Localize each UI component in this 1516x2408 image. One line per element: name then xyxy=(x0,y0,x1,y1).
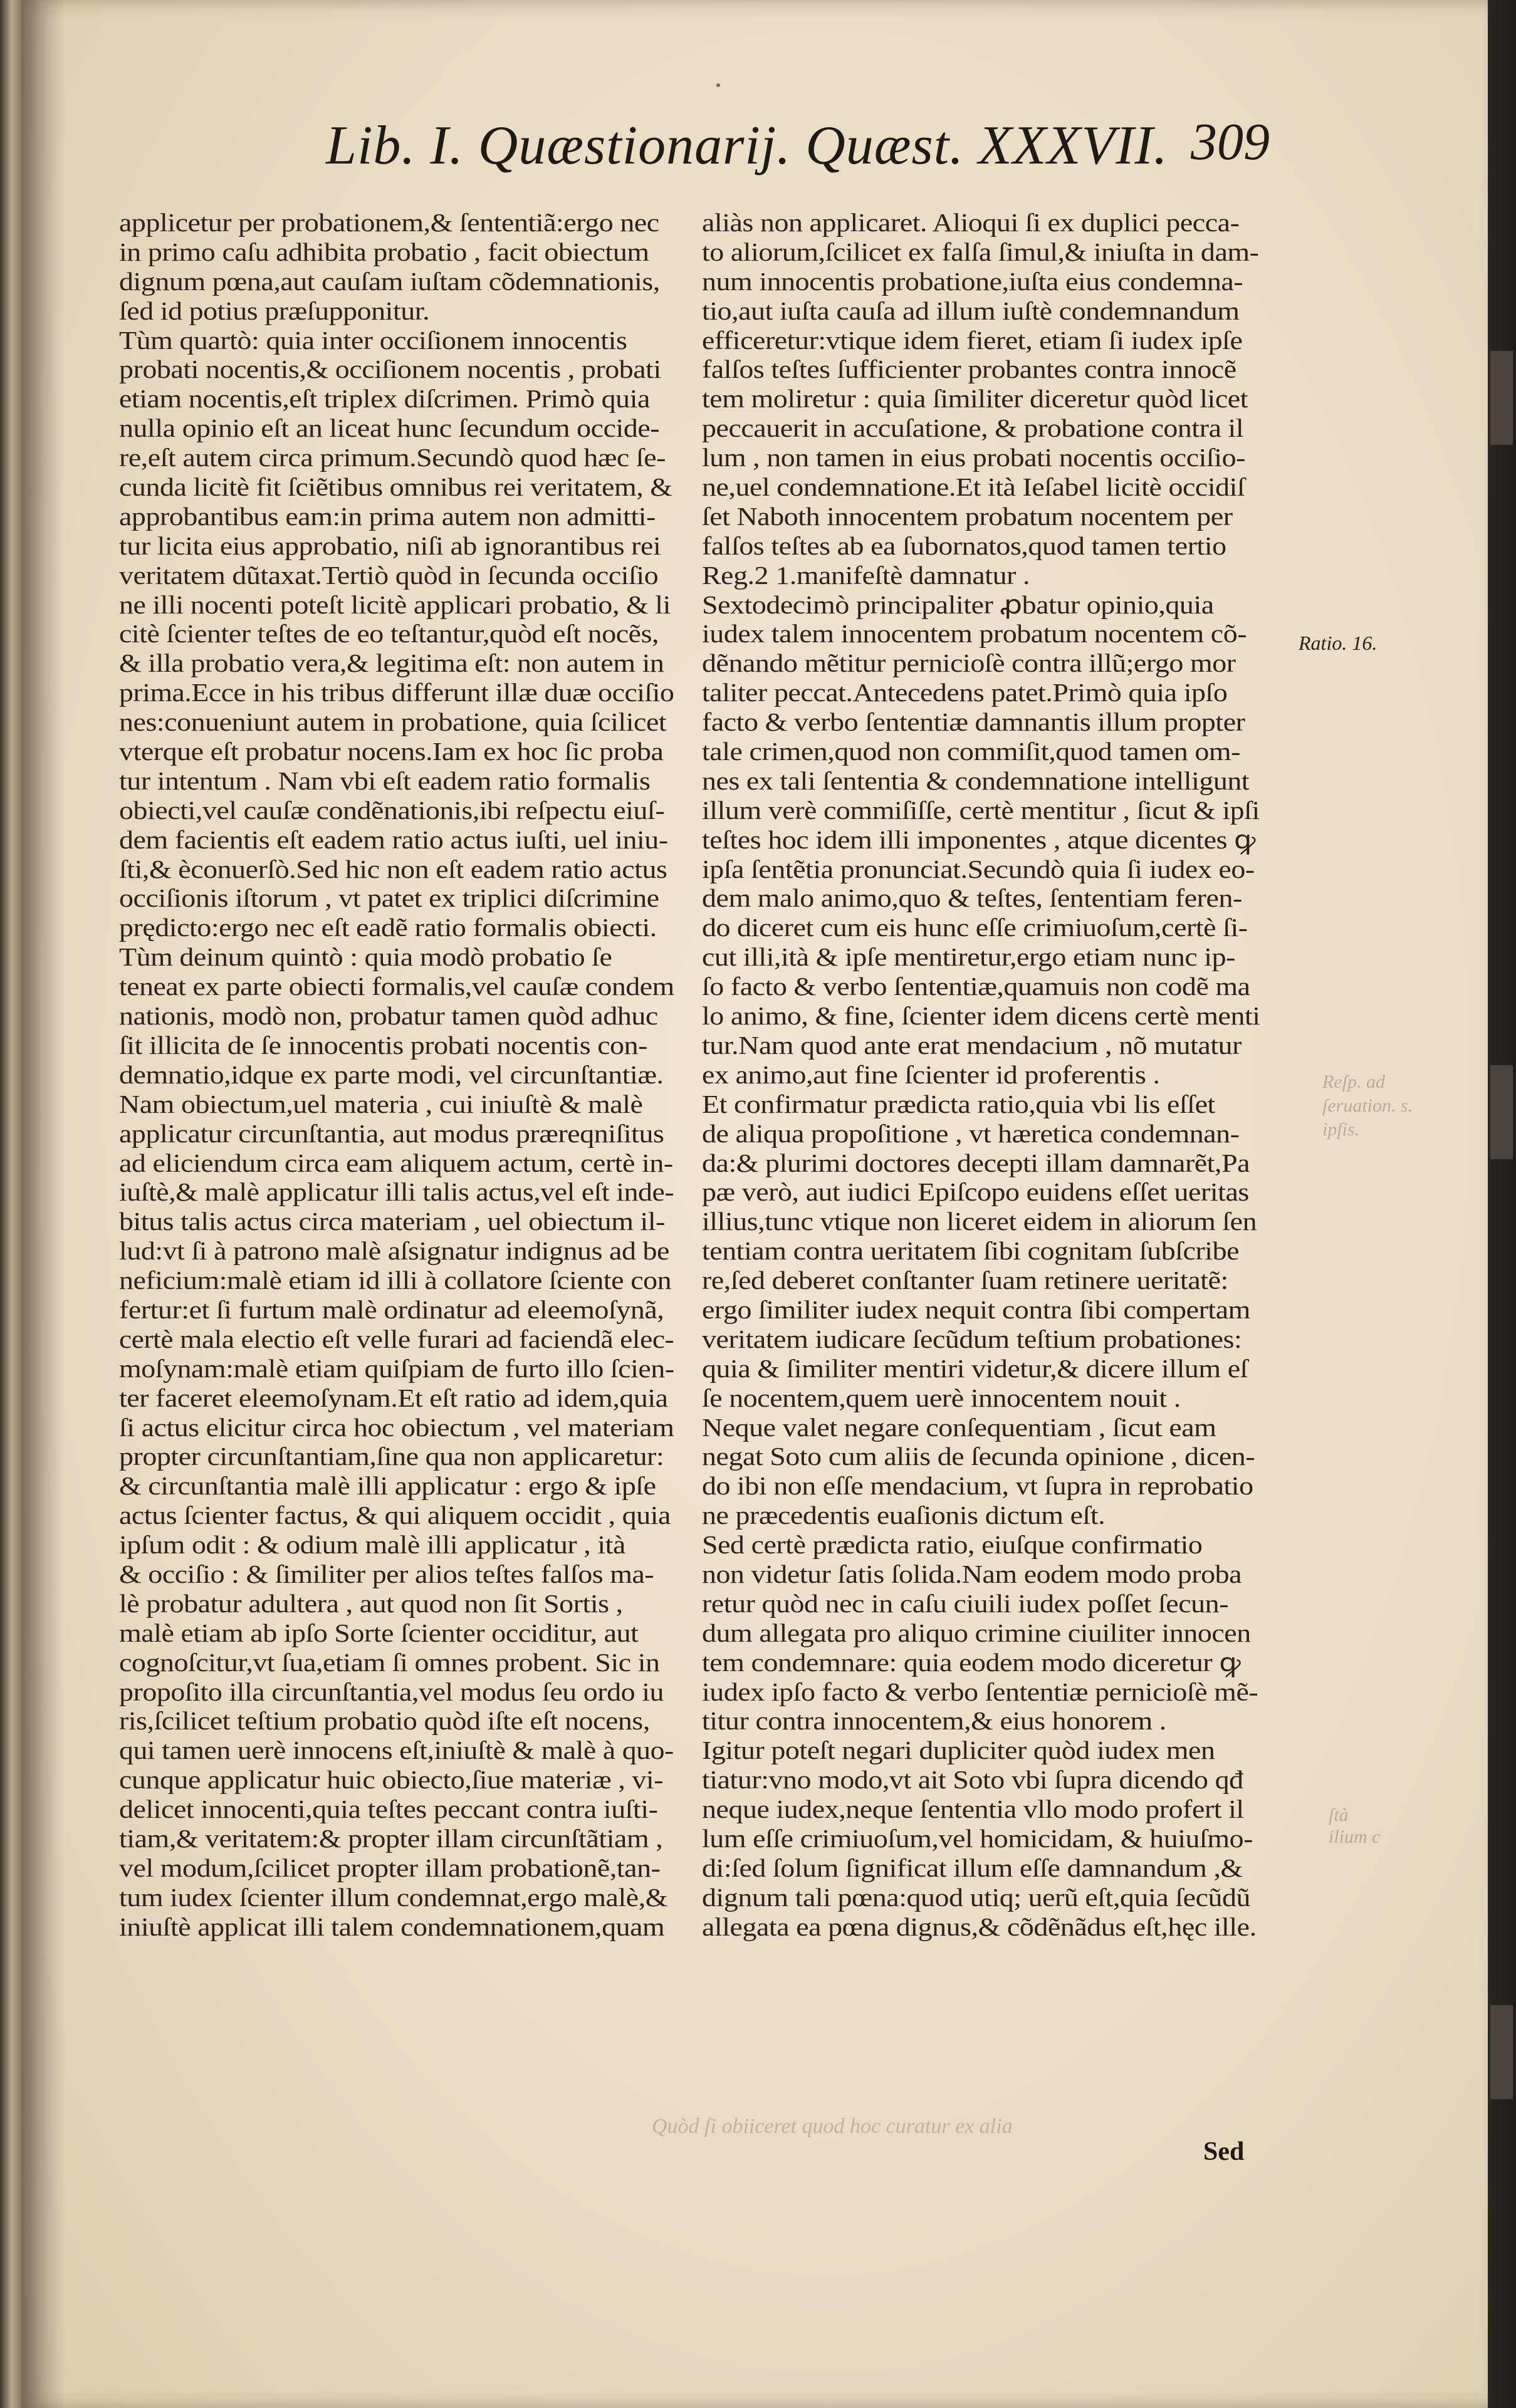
text-line: ex animo,aut fine ſcienter id proferentis . xyxy=(702,1060,1160,1089)
text-line: obiecti,vel cauſæ condẽnationis,ibi reſpectu eiuſ- xyxy=(119,795,665,825)
page-edge-tab xyxy=(1490,351,1513,445)
text-line: demnatio,idque ex parte modi, vel circunſtantiæ. xyxy=(119,1060,664,1089)
text-line: applicatur circunſtantia, aut modus præreqniſitus xyxy=(119,1118,664,1148)
text-line: ipſum odit : & odium malè illi applicatur , ità xyxy=(119,1530,625,1560)
text-line: prędicto:ergo nec eſt eadẽ ratio formalis obiecti. xyxy=(119,913,657,942)
text-line: ne,uel condemnatione.Et ità Ieſabel licitè occidiſ xyxy=(702,472,1245,502)
text-line: non videtur ſatis ſolida.Nam eodem modo proba xyxy=(702,1559,1242,1588)
show-through-margin-text: ſtà xyxy=(1329,1805,1349,1825)
text-line: nes:conueniunt autem in probatione, quia ſcilicet xyxy=(119,707,667,737)
text-line: ad eliciendum circa eam aliquem actum, certè in- xyxy=(119,1148,673,1177)
text-line: di:ſed ſolum ſignificat illum eſſe damnandum ,& xyxy=(702,1853,1243,1882)
page-number: 309 xyxy=(1191,113,1270,171)
text-line: Tùm quartò: quia inter occiſionem innocentis xyxy=(119,325,627,355)
text-line: nulla opinio eſt an liceat hunc ſecundum occide- xyxy=(119,414,660,443)
text-line: lum , non tamen in eius probati nocentis occiſio- xyxy=(702,443,1245,472)
text-line: cognoſcitur,vt ſua,etiam ſi omnes probent. Sic in xyxy=(119,1647,660,1677)
text-line: aliàs non applicaret. Alioqui ſi ex duplici pecca- xyxy=(702,208,1240,237)
page-edge-tabs xyxy=(1488,0,1516,2408)
text-line: malè etiam ab ipſo Sorte ſcienter occiditur, aut xyxy=(119,1618,639,1647)
text-line: ſet Naboth innocentem probatum nocentem per xyxy=(702,501,1233,531)
text-line: tur licita eius approbatio, niſi ab ignorantibus rei xyxy=(119,531,661,560)
text-line: do ibi non eſſe mendacium, vt ſupra in reprobatio xyxy=(702,1471,1253,1501)
show-through-margin-text: ipſis. xyxy=(1322,1119,1360,1140)
facing-page-edge xyxy=(0,0,21,2408)
text-line: dignum tali pœna:quod utiq; uerũ eſt,quia ſecũdũ xyxy=(702,1882,1251,1912)
text-line: ſti,& èconuerſò.Sed hic non eſt eadem ratio actus xyxy=(119,854,667,883)
text-line: ne illi nocenti poteſt licitè applicari probatio, & li xyxy=(119,590,671,619)
text-line: cunque applicatur huic obiecto,ſiue materiæ , vi- xyxy=(119,1765,664,1795)
text-line: qui tamen uerè innocens eſt,iniuſtè & malè à quo- xyxy=(119,1736,674,1765)
left-text-column xyxy=(119,208,677,1942)
ink-speck xyxy=(716,83,720,87)
text-line: lo animo, & fine, ſcienter idem dicens certè menti xyxy=(702,1001,1260,1031)
text-line: tentiam contra ueritatem ſibi cognitam ſubſcribe xyxy=(702,1236,1240,1266)
text-line: fertur:et ſi furtum malè ordinatur ad eleemoſynã, xyxy=(119,1295,664,1324)
text-line: citè ſcienter teſtes de eo teſtantur,quòd eſt nocẽs, xyxy=(119,619,659,649)
text-line: cut illi,ità & ipſe mentiretur,ergo etiam nunc ip- xyxy=(702,942,1235,972)
right-text-column xyxy=(702,208,1294,1942)
text-line: ſo facto & verbo ſententiæ,quamuis non codẽ ma xyxy=(702,972,1250,1001)
text-line: propter circunſtantiam,ſine qua non applicaretur: xyxy=(119,1442,664,1471)
text-line: & occiſio : & ſimiliter per alios teſtes falſos ma- xyxy=(119,1559,654,1588)
text-line: re,eſt autem circa primum.Secundò quod hæc ſe- xyxy=(119,443,666,472)
text-line: iudex ipſo facto & verbo ſententiæ pernicioſè mẽ- xyxy=(702,1677,1258,1706)
text-line: ne præcedentis euaſionis dictum eſt. xyxy=(702,1501,1106,1530)
text-line: quia & ſimiliter mentiri videtur,& dicere illum eſ xyxy=(702,1353,1248,1383)
page-edge-tab xyxy=(1490,2005,1513,2099)
text-line: ipſa ſentẽtia pronunciat.Secundò quia ſi iudex eo- xyxy=(702,854,1255,883)
text-line: Neque valet negare conſequentiam , ſicut eam xyxy=(702,1412,1216,1442)
text-line: lè probatur adultera , aut quod non ſit Sortis , xyxy=(119,1588,623,1618)
text-line: dem malo animo,quo & teſtes, ſententiam feren- xyxy=(702,883,1242,913)
margin-note: Ratio. 16. xyxy=(1299,632,1377,654)
text-line: tiam,& veritatem:& propter illam circunſtãtiam , xyxy=(119,1823,663,1853)
text-line: tale crimen,quod non commiſit,quod tamen om- xyxy=(702,737,1240,766)
text-line: lud:vt ſi à patrono malè aſsignatur indignus ad be xyxy=(119,1236,669,1266)
text-line: illum verè commiſiſſe, certè mentitur , ſicut & ipſi xyxy=(702,795,1260,825)
text-line: certè mala electio eſt velle furari ad faciendã elec- xyxy=(119,1324,674,1353)
page-edge-tab xyxy=(1490,1065,1513,1159)
text-line: tur intentum . Nam vbi eſt eadem ratio formalis xyxy=(119,766,651,795)
text-line: num innocentis probatione,iuſta eius condemna- xyxy=(702,266,1243,296)
text-line: actus ſcienter factus, & qui aliquem occidit , quia xyxy=(119,1501,671,1530)
text-line: dẽnando mẽtitur pernicioſè contra illũ;ergo mor xyxy=(702,649,1236,678)
text-line: prima.Ecce in his tribus differunt illæ duæ occiſio xyxy=(119,678,674,707)
text-line: approbantibus eam:in prima autem non admitti- xyxy=(119,501,656,531)
text-line: iudex talem innocentem probatum nocentem cõ- xyxy=(702,619,1247,649)
text-line: nes ex tali ſententia & condemnatione intelligunt xyxy=(702,766,1250,795)
text-line: falſos teſtes ſufficienter probantes contra innocẽ xyxy=(702,355,1236,384)
text-line: tum iudex ſcienter illum condemnat,ergo malè,& xyxy=(119,1882,668,1912)
text-line: ris,ſcilicet teſtium probatio quòd iſte eſt nocens, xyxy=(119,1706,650,1736)
text-line: teneat ex parte obiecti formalis,vel cauſæ condem xyxy=(119,972,674,1001)
text-line: & circunſtantia malè illi applicatur : ergo & ipſe xyxy=(119,1471,656,1501)
text-line: ſed id potius præſupponitur. xyxy=(119,296,430,325)
text-line: re,ſed deberet conſtanter ſuam retinere ueritatẽ: xyxy=(702,1266,1228,1295)
text-line: negat Soto cum aliis de ſecunda opinione , dicen- xyxy=(702,1442,1255,1471)
catchword: Sed xyxy=(1203,2137,1245,2166)
text-line: moſynam:malè etiam quiſpiam de furto illo ſcien- xyxy=(119,1353,674,1383)
text-line: retur quòd nec in caſu ciuili iudex poſſet ſecun- xyxy=(702,1588,1229,1618)
text-line: ſit illicita de ſe innocentis probati nocentis con- xyxy=(119,1030,648,1060)
text-line: allegata ea pœna dignus,& cõdẽnãdus eſt,hęc ille. xyxy=(702,1912,1257,1941)
text-line: in primo caſu adhibita probatio , facit obiectum xyxy=(119,237,649,266)
text-line: falſos teſtes ab ea ſubornatos,quod tamen tertio xyxy=(702,531,1226,560)
show-through-margin-text: Reſp. ad xyxy=(1322,1071,1385,1092)
text-line: & illa probatio vera,& legitima eſt: non autem in xyxy=(119,649,664,678)
text-line: tiatur:vno modo,vt ait Soto vbi ſupra dicendo qđ xyxy=(702,1765,1243,1795)
text-line: efficeretur:vtique idem fieret, etiam ſi iudex ipſe xyxy=(702,325,1243,355)
text-line: Tùm deinum quintò : quia modò probatio ſe xyxy=(119,942,612,972)
text-line: neque iudex,neque ſententia vllo modo profert il xyxy=(702,1795,1244,1824)
text-line: da:& plurimi doctores decepti illam damnarẽt,Pa xyxy=(702,1148,1250,1177)
text-line: occiſionis iſtorum , vt patet ex triplici diſcrimine xyxy=(119,883,659,913)
running-head: Lib. I. Quæstionarij. Quæst. XXXVII. xyxy=(326,115,1168,176)
text-line: lum eſſe crimiuoſum,vel homicidam, & huiuſmo- xyxy=(702,1823,1253,1853)
text-line: iuſtè,& malè applicatur illi talis actus,vel eſt inde- xyxy=(119,1177,674,1207)
text-line: Et confirmatur prædicta ratio,quia vbi lis eſſet xyxy=(702,1089,1215,1118)
text-line: Sed certè prædicta ratio, eiuſque confirmatio xyxy=(702,1530,1203,1560)
text-line: tem condemnare: quia eodem modo diceretur ꝙ xyxy=(702,1647,1241,1677)
text-line: ſi actus elicitur circa hoc obiectum , vel materiam xyxy=(119,1412,674,1442)
text-line: tio,aut iuſta cauſa ad illum iuſtè condemnandum xyxy=(702,296,1240,325)
text-line: illius,tunc vtique non liceret eidem in aliorum ſen xyxy=(702,1207,1257,1236)
text-line: applicetur per probationem,& ſententiã:ergo nec xyxy=(119,208,659,237)
text-line: neficium:malè etiam id illi à collatore ſciente con xyxy=(119,1266,672,1295)
text-line: cunda licitè fit ſciẽtibus omnibus rei veritatem, & xyxy=(119,472,672,502)
text-line: taliter peccat.Antecedens patet.Primò quia ipſo xyxy=(702,678,1228,707)
text-line: veritatem iudicare ſecũdum teſtium probationes: xyxy=(702,1324,1242,1353)
text-line: Sextodecimò principaliter ꝓbatur opinio,quia xyxy=(702,590,1214,619)
text-line: delicet innocenti,quia teſtes peccant contra iuſti- xyxy=(119,1795,658,1824)
text-line: Igitur poteſt negari dupliciter quòd iudex men xyxy=(702,1736,1215,1765)
text-line: Nam obiectum,uel materia , cui iniuſtè & malè xyxy=(119,1089,643,1118)
text-line: dignum pœna,aut cauſam iuſtam cõdemnationis, xyxy=(119,266,660,296)
text-line: to aliorum,ſcilicet ex falſa ſimul,& iniuſta in dam- xyxy=(702,237,1259,266)
text-line: pæ verò, aut iudici Epiſcopo euidens eſſet ueritas xyxy=(702,1177,1249,1207)
text-line: iniuſtè applicat illi talem condemnationem,quam xyxy=(119,1912,665,1941)
text-line: nationis, modò non, probatur tamen quòd adhuc xyxy=(119,1001,658,1031)
gutter-shadow xyxy=(21,0,65,2408)
text-line: facto & verbo ſententiæ damnantis illum propter xyxy=(702,707,1245,737)
text-line: vterque eſt probatur nocens.Iam ex hoc ſic proba xyxy=(119,737,664,766)
text-line: vel modum,ſcilicet propter illam probationẽ,tan- xyxy=(119,1853,661,1882)
text-line: de aliqua propoſitione , vt hæretica condemnan- xyxy=(702,1118,1240,1148)
text-line: Reg.2 1.manifeſtè damnatur . xyxy=(702,560,1030,590)
text-line: propoſito illa circunſtantia,vel modus ſeu ordo iu xyxy=(119,1677,664,1706)
text-line: dum allegata pro aliquo crimine ciuiliter innocen xyxy=(702,1618,1251,1647)
text-line: probati nocentis,& occiſionem nocentis , probati xyxy=(119,355,661,384)
text-line: dem facientis eſt eadem ratio actus iuſti, uel iniu- xyxy=(119,825,668,854)
text-line: ergo ſimiliter iudex nequit contra ſibi compertam xyxy=(702,1295,1250,1324)
text-line: etiam nocentis,eſt triplex diſcrimen. Primò quia xyxy=(119,384,650,414)
text-line: ter faceret eleemoſynam.Et eſt ratio ad idem,quia xyxy=(119,1383,668,1412)
show-through-margin-text: ſeruation. s. xyxy=(1322,1095,1413,1116)
text-line: peccauerit in accuſatione, & probatione contra il xyxy=(702,414,1244,443)
show-through-text: Quòd ſi obiiceret quod hoc curatur ex alia xyxy=(652,2115,1013,2138)
text-line: teſtes hoc idem illi imponentes , atque dicentes ꝙ xyxy=(702,825,1256,854)
text-line: do diceret cum eis hunc eſſe crimiuoſum,certè ſi- xyxy=(702,913,1248,942)
text-line: bitus talis actus circa materiam , uel obiectum il- xyxy=(119,1207,666,1236)
text-line: tem moliretur : quia ſimiliter diceretur quòd licet xyxy=(702,384,1248,414)
text-line: ſe nocentem,quem uerè innocentem nouit . xyxy=(702,1383,1181,1412)
text-line: tur.Nam quod ante erat mendacium , nõ mutatur xyxy=(702,1030,1242,1060)
show-through-margin-text: ilium c xyxy=(1329,1827,1381,1847)
text-line: titur contra innocentem,& eius honorem . xyxy=(702,1706,1166,1736)
text-line: veritatem dũtaxat.Tertiò quòd in ſecunda occiſio xyxy=(119,560,659,590)
